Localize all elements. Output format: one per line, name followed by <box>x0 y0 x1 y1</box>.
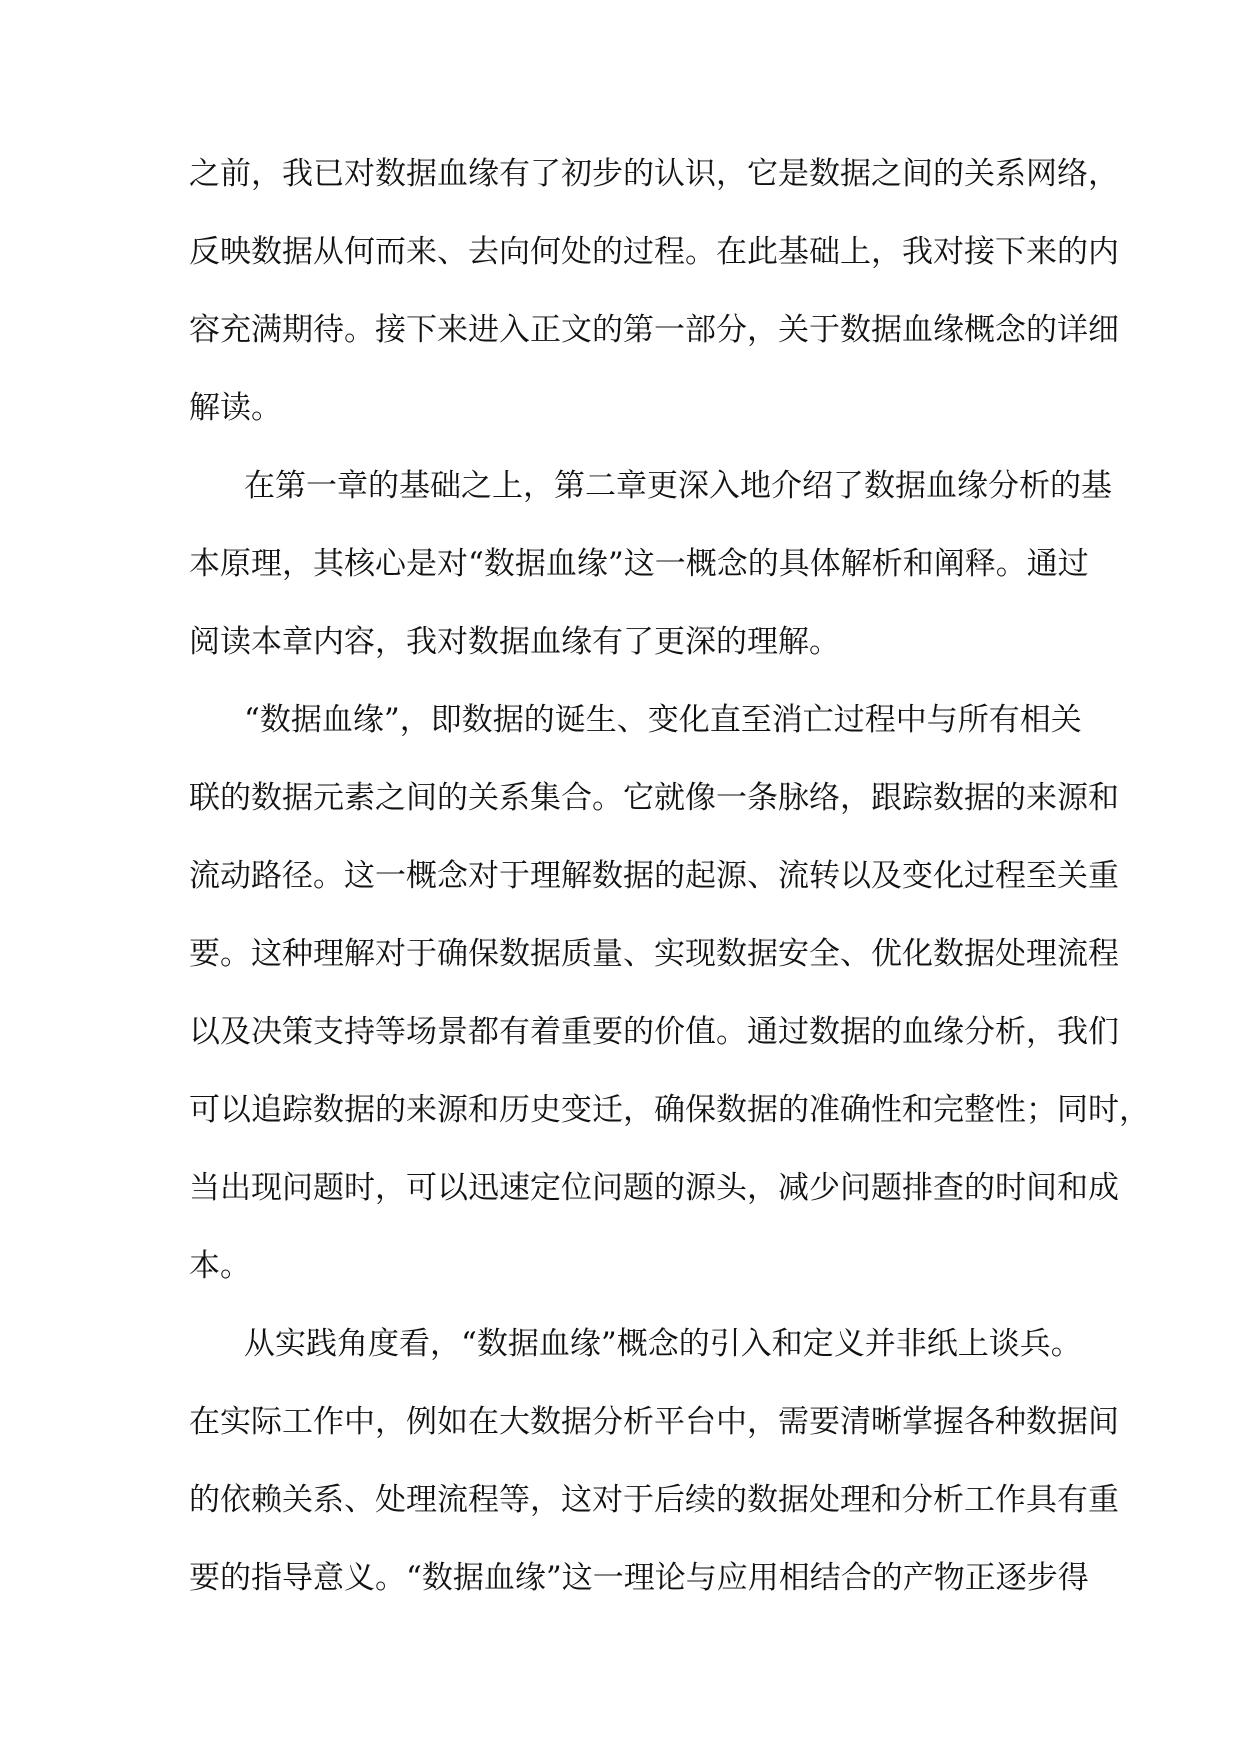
text-line: 以及决策支持等场景都有着重要的价值。通过数据的血缘分析，我们 <box>189 1014 1119 1050</box>
text-line: 可以追踪数据的来源和历史变迁，确保数据的准确性和完整性；同时， <box>189 1092 1150 1128</box>
text-line: 阅读本章内容，我对数据血缘有了更深的理解。 <box>189 624 840 660</box>
paragraph <box>189 135 1119 447</box>
paragraph <box>189 681 1150 1305</box>
text-line: 反映数据从何而来、去向何处的过程。在此基础上，我对接下来的内 <box>189 234 1119 270</box>
document-body <box>189 135 1150 1617</box>
text-line: 当出现问题时，可以迅速定位问题的源头，减少问题排查的时间和成 <box>189 1170 1119 1206</box>
text-line: 之前，我已对数据血缘有了初步的认识，它是数据之间的关系网络， <box>189 156 1119 192</box>
text-line: 的依赖关系、处理流程等，这对于后续的数据处理和分析工作具有重 <box>189 1482 1119 1518</box>
text-line: 要。这种理解对于确保数据质量、实现数据安全、优化数据处理流程 <box>189 936 1119 972</box>
text-line: 从实践角度看，“数据血缘”概念的引入和定义并非纸上谈兵。 <box>244 1326 1082 1362</box>
paragraph <box>189 447 1112 681</box>
text-line: 流动路径。这一概念对于理解数据的起源、流转以及变化过程至关重 <box>189 858 1119 894</box>
text-line: “数据血缘”，即数据的诞生、变化直至消亡过程中与所有相关 <box>244 702 1082 738</box>
text-line: 在第一章的基础之上，第二章更深入地介绍了数据血缘分析的基 <box>244 468 1112 504</box>
text-line: 解读。 <box>189 390 282 426</box>
paragraph <box>189 1305 1119 1617</box>
text-line: 要的指导意义。“数据血缘”这一理论与应用相结合的产物正逐步得 <box>189 1560 1089 1596</box>
text-line: 容充满期待。接下来进入正文的第一部分，关于数据血缘概念的详细 <box>189 312 1119 348</box>
text-line: 本原理，其核心是对“数据血缘”这一概念的具体解析和阐释。通过 <box>189 546 1089 582</box>
text-line: 联的数据元素之间的关系集合。它就像一条脉络，跟踪数据的来源和 <box>189 780 1119 816</box>
text-line: 本。 <box>189 1248 251 1284</box>
text-line: 在实际工作中，例如在大数据分析平台中，需要清晰掌握各种数据间 <box>189 1404 1119 1440</box>
